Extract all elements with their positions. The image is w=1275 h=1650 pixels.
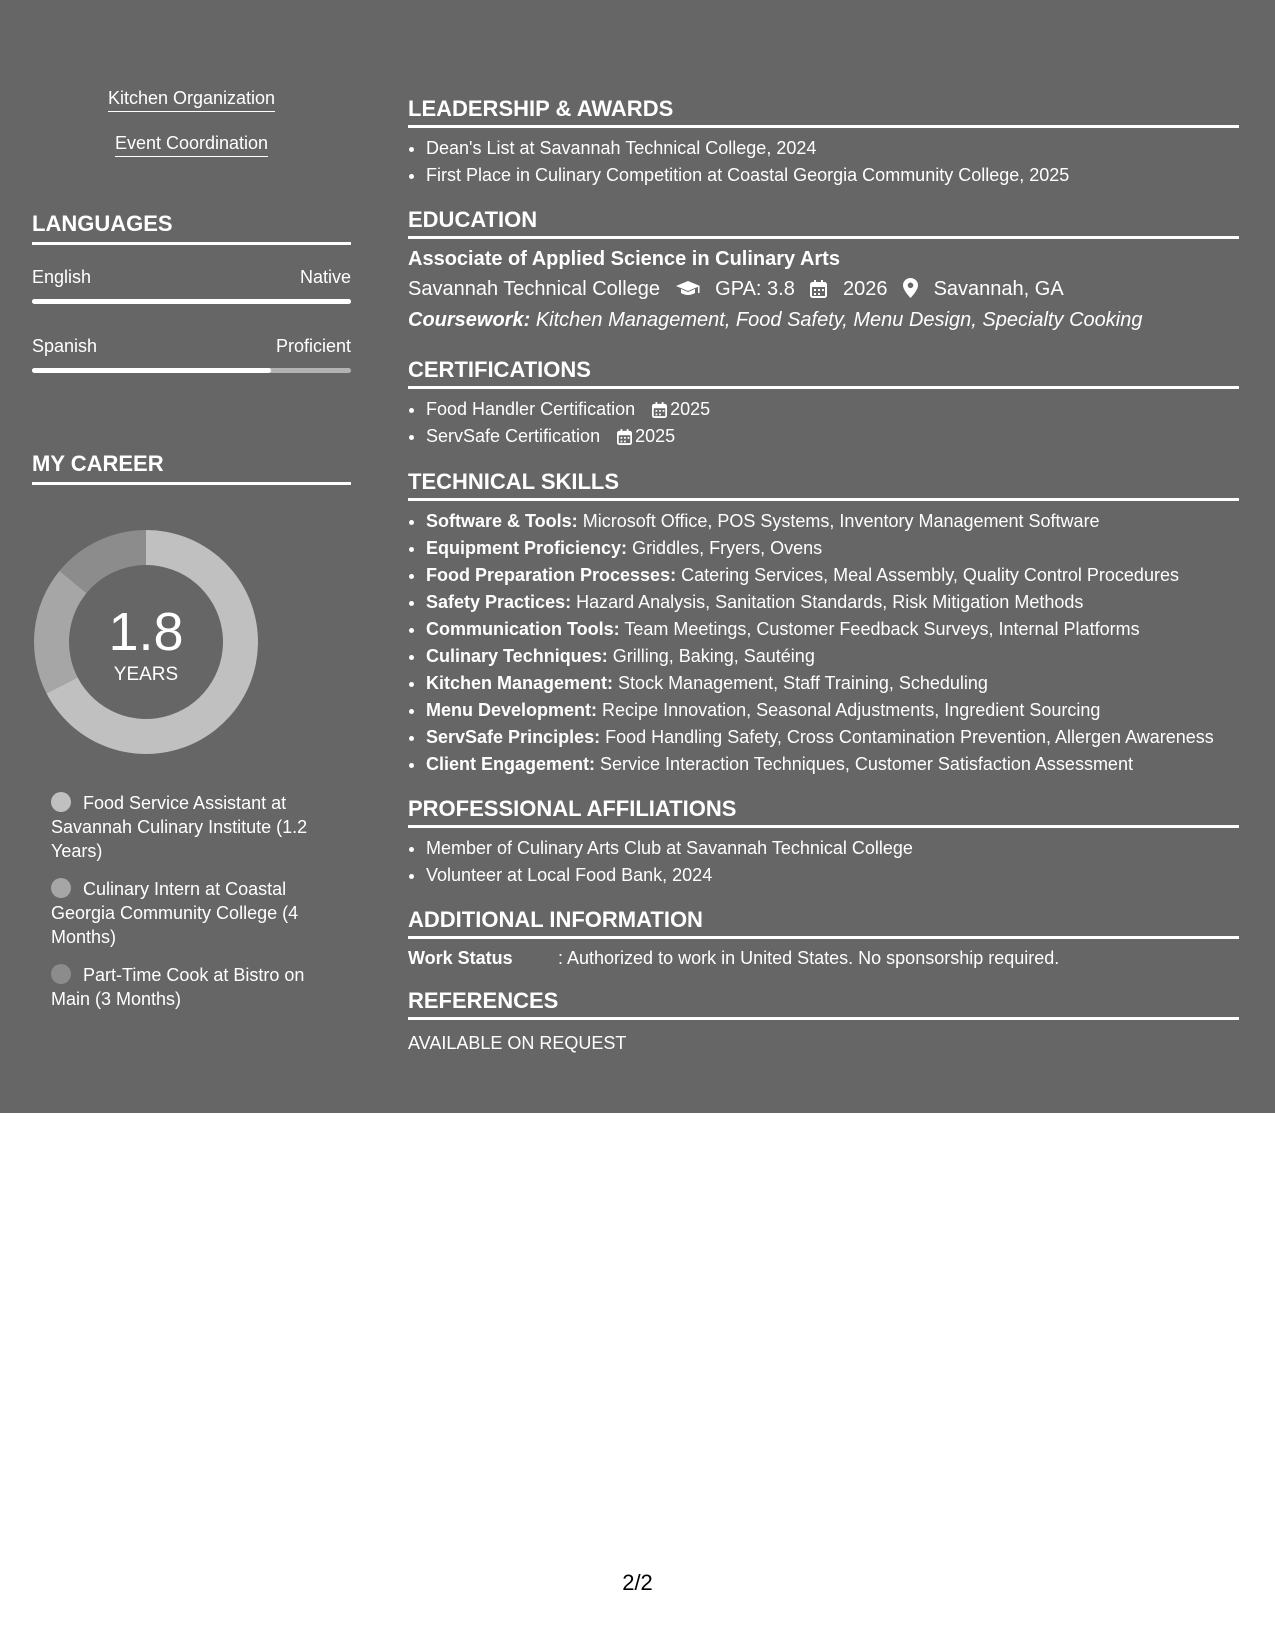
coursework-value: Kitchen Management, Food Safety, Menu Design, Specialty Cooking [535, 309, 1143, 331]
calendar-icon [810, 280, 827, 304]
location-pin-icon [903, 278, 918, 304]
language-row [32, 336, 351, 357]
skill-label: Client Engagement: [426, 754, 596, 774]
list-item [426, 423, 1257, 450]
skill-item [426, 589, 1257, 616]
skill-label: Safety Practices: [426, 592, 572, 612]
skill-label: Software & Tools: [426, 511, 578, 531]
skill-tag: Kitchen Organization [32, 88, 351, 109]
references-text: AVAILABLE ON REQUEST [408, 1033, 627, 1053]
language-name: Spanish [32, 336, 98, 356]
page-number: 2/2 [622, 1570, 653, 1595]
skill-item [426, 616, 1257, 643]
skill-label: Equipment Proficiency: [426, 538, 628, 558]
language-level: Native [299, 267, 351, 287]
references-title: REFERENCES [408, 988, 1239, 1020]
coursework-label: Coursework: [408, 309, 531, 331]
skill-value: Stock Management, Staff Training, Scheduling [618, 673, 988, 693]
skill-item [426, 724, 1257, 751]
calendar-icon [617, 429, 632, 445]
certifications-title: CERTIFICATIONS [408, 357, 1239, 389]
skill-value: Recipe Innovation, Seasonal Adjustments, Ingredient Sourcing [602, 700, 1101, 720]
graduation-cap-icon [676, 280, 700, 304]
career-total [34, 530, 258, 754]
list-item [426, 396, 1257, 423]
skill-tag: Event Coordination [32, 133, 351, 154]
language-bar [32, 368, 351, 373]
skill-value: Catering Services, Meal Assembly, Quality Control Procedures [681, 565, 1179, 585]
skill-value: Griddles, Fryers, Ovens [632, 538, 823, 558]
language-bar [32, 299, 351, 304]
calendar-icon [652, 402, 667, 418]
career-item: Food Service Assistant at Savannah Culinary Institute (1.2 Years) [51, 793, 308, 861]
career-total-unit: YEARS [113, 664, 179, 685]
leadership-list [408, 135, 1257, 189]
certifications-list [408, 396, 1257, 450]
skill-label: Culinary Techniques: [426, 646, 608, 666]
skill-item [426, 697, 1257, 724]
skill-value: Service Interaction Techniques, Customer Satisfaction Assessment [600, 754, 1133, 774]
education-details [408, 278, 1064, 304]
affiliations-title: PROFESSIONAL AFFILIATIONS [408, 796, 1239, 828]
degree: Associate of Applied Science in Culinary Arts [408, 248, 840, 270]
graduation-year: 2026 [842, 278, 888, 300]
leadership-title: LEADERSHIP & AWARDS [408, 96, 1239, 128]
skill-value: Grilling, Baking, Sautéing [612, 646, 815, 666]
work-status-value: : Authorized to work in United States. No sponsorship required. [558, 948, 1060, 968]
language-level: Proficient [275, 336, 351, 356]
list-item: • First Place in Culinary Competition at Coastal Georgia Community College, 2025 [426, 162, 1257, 189]
skill-value: Microsoft Office, POS Systems, Inventory Management Software [582, 511, 1100, 531]
list-item: • Member of Culinary Arts Club at Savannah Technical College [426, 835, 1257, 862]
career-list [51, 791, 326, 1025]
languages-title: LANGUAGES [32, 211, 351, 245]
work-status-label: Work Status [408, 948, 513, 968]
career-item: Culinary Intern at Coastal Georgia Community College (4 Months) [51, 879, 299, 947]
technical-skills-list [408, 508, 1257, 778]
coursework [408, 309, 1142, 332]
skill-value: Food Handling Safety, Cross Contamination Prevention, Allergen Awareness [605, 727, 1214, 747]
career-title: MY CAREER [32, 451, 351, 485]
skill-value: Hazard Analysis, Sanitation Standards, Risk Mitigation Methods [576, 592, 1084, 612]
language-name: English [32, 267, 92, 287]
certification-year: 2025 [635, 426, 676, 446]
education-title: EDUCATION [408, 207, 1239, 239]
certification-year: 2025 [670, 399, 711, 419]
career-total-value: 1.8 [108, 602, 184, 662]
skill-item [426, 508, 1257, 535]
gpa: GPA: 3.8 [715, 278, 795, 300]
location: Savannah, GA [933, 278, 1064, 300]
career-dot-icon [51, 964, 71, 984]
language-row [32, 267, 351, 288]
skill-item [426, 751, 1257, 778]
skill-item [426, 562, 1257, 589]
skill-label: Menu Development: [426, 700, 598, 720]
skill-value: Team Meetings, Customer Feedback Surveys, Internal Platforms [624, 619, 1140, 639]
skill-label: ServSafe Principles: [426, 727, 601, 747]
school: Savannah Technical College [408, 278, 661, 300]
certification-name: Food Handler Certification [426, 399, 636, 419]
list-item: • Volunteer at Local Food Bank, 2024 [426, 862, 1257, 889]
affiliations-list [408, 835, 1257, 889]
skill-item [426, 670, 1257, 697]
skill-label: Kitchen Management: [426, 673, 614, 693]
career-dot-icon [51, 878, 71, 898]
skill-item [426, 535, 1257, 562]
skill-label: Communication Tools: [426, 619, 620, 639]
skill-item [426, 643, 1257, 670]
career-item: Part-Time Cook at Bistro on Main (3 Months) [51, 965, 305, 1009]
work-status [408, 948, 1059, 969]
skill-label: Food Preparation Processes: [426, 565, 677, 585]
list-item: • Dean's List at Savannah Technical College, 2024 [426, 135, 1257, 162]
technical-skills-title: TECHNICAL SKILLS [408, 469, 1239, 501]
certification-name: ServSafe Certification [426, 426, 601, 446]
career-dot-icon [51, 792, 71, 812]
additional-info-title: ADDITIONAL INFORMATION [408, 907, 1239, 939]
